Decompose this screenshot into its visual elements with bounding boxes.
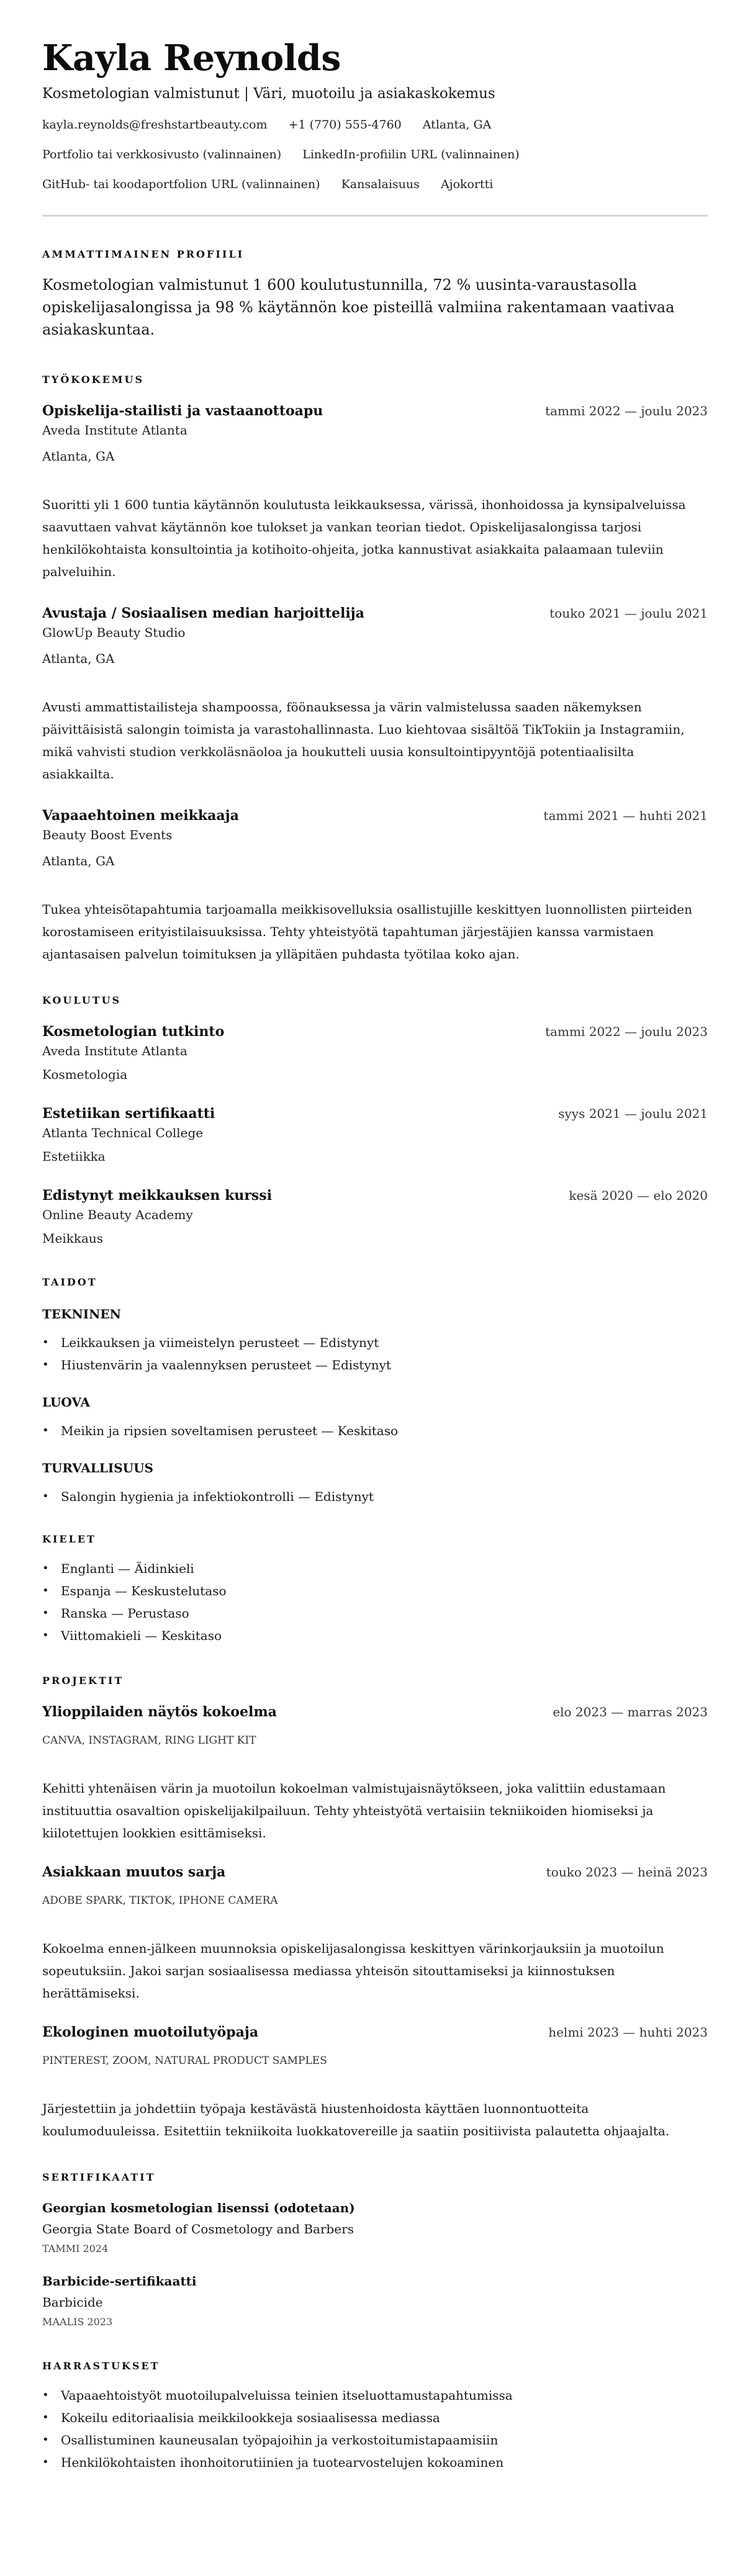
project-title: Asiakkaan muutos sarja	[42, 1864, 226, 1880]
contact-phone[interactable]: +1 (770) 555-4760	[288, 118, 402, 132]
school-name: Online Beauty Academy	[42, 1207, 193, 1222]
contact-location: Atlanta, GA	[422, 118, 492, 132]
project-dates: touko 2023 — heinä 2023	[546, 1865, 708, 1880]
section-title-languages: KIELET	[42, 1533, 96, 1545]
degree-dates: syys 2021 — joulu 2021	[558, 1106, 708, 1121]
section-title-certifications: SERTIFIKAATIT	[42, 2171, 156, 2183]
section-certifications	[42, 2171, 703, 2330]
skill-item: • Leikkauksen ja viimeistelyn perusteet — Edistynyt	[42, 1331, 703, 1354]
skill-group-safety: TURVALLISUUS	[42, 1461, 153, 1475]
hobby-item: • Henkilökohtaisten ihonhoitorutiinien ja tuotearvostelujen kokoaminen	[42, 2451, 703, 2474]
skill-item: • Salongin hygienia ja infektiokontrolli — Edistynyt	[42, 1485, 703, 1508]
project-entry	[42, 1863, 708, 2004]
contact-email[interactable]: kayla.reynolds@freshstartbeauty.com	[42, 118, 268, 132]
education-entry	[42, 1022, 708, 1083]
degree-dates: tammi 2022 — joulu 2023	[545, 1024, 708, 1039]
education-entry	[42, 1104, 708, 1165]
job-dates: tammi 2021 — huhti 2021	[543, 808, 708, 823]
degree-title: Edistynyt meikkauksen kurssi	[42, 1187, 273, 1204]
header-divider	[42, 215, 708, 217]
project-tools: PINTEREST, ZOOM, NATURAL PRODUCT SAMPLES	[42, 2055, 327, 2067]
certification-entry	[42, 2272, 703, 2330]
section-education	[42, 994, 708, 1247]
hobby-list	[42, 2384, 703, 2474]
contact-row-extra	[42, 176, 703, 192]
field-of-study: Estetiikka	[42, 1149, 106, 1164]
skill-item: • Hiustenvärin ja vaalennyksen perusteet — Edistynyt	[42, 1354, 703, 1376]
field-of-study: Meikkaus	[42, 1231, 104, 1246]
skill-list-technical	[42, 1331, 703, 1376]
project-title: Ylioppilaiden näytös kokoelma	[42, 1704, 277, 1720]
certification-title: Barbicide-sertifikaatti	[42, 2274, 197, 2289]
contact-portfolio[interactable]: Portfolio tai verkkosivusto (valinnainen)	[42, 148, 282, 161]
language-item: • Espanja — Keskustelutaso	[42, 1580, 703, 1602]
language-item: • Ranska — Perustaso	[42, 1602, 703, 1624]
section-hobbies	[42, 2359, 703, 2474]
section-title-skills: TAIDOT	[42, 1276, 97, 1288]
section-experience	[42, 373, 708, 965]
job-company: GlowUp Beauty Studio	[42, 625, 186, 640]
skill-list-creative	[42, 1420, 703, 1442]
job-location: Atlanta, GA	[42, 853, 115, 868]
profile-summary: Kosmetologian valmistunut 1 600 koulutustunnilla, 72 % uusinta-varaustasolla opiskelijasalongissa ja 98 % käytännön koe pisteillä valmiina rakentamaan vaativaa asiakaskuntaa.	[42, 276, 675, 338]
school-name: Aveda Institute Atlanta	[42, 1043, 187, 1058]
language-list	[42, 1557, 703, 1647]
contact-github[interactable]: GitHub- tai koodaportfolion URL (valinnainen)	[42, 178, 320, 191]
job-dates: tammi 2022 — joulu 2023	[545, 403, 708, 418]
project-tools: CANVA, INSTAGRAM, RING LIGHT KIT	[42, 1734, 256, 1747]
certification-date: TAMMI 2024	[42, 2243, 109, 2254]
job-company: Aveda Institute Atlanta	[42, 423, 187, 438]
field-of-study: Kosmetologia	[42, 1067, 128, 1082]
contact-drivers-license: Ajokortti	[440, 178, 494, 191]
contact-row-links	[42, 146, 703, 163]
section-title-education: KOULUTUS	[42, 994, 122, 1006]
candidate-headline: Kosmetologian valmistunut | Väri, muotoilu ja asiakaskokemus	[42, 86, 495, 102]
project-entry	[42, 2023, 708, 2142]
hobby-item: • Osallistuminen kauneusalan työpajoihin ja verkostoitumistapaamisiin	[42, 2429, 703, 2451]
certification-issuer: Barbicide	[42, 2295, 103, 2310]
candidate-name: Kayla Reynolds	[42, 37, 341, 79]
contact-row-primary	[42, 117, 703, 133]
skill-group-creative: LUOVA	[42, 1395, 90, 1410]
section-title-projects: PROJEKTIT	[42, 1675, 124, 1687]
section-title-hobbies: HARRASTUKSET	[42, 2360, 160, 2372]
job-location: Atlanta, GA	[42, 651, 115, 666]
degree-title: Kosmetologian tutkinto	[42, 1024, 225, 1040]
skill-item: • Meikin ja ripsien soveltamisen perusteet — Keskitaso	[42, 1420, 703, 1442]
section-title-profile: AMMATTIMAINEN PROFIILI	[42, 248, 245, 260]
job-title: Opiskelija-stailisti ja vastaanottoapu	[42, 403, 323, 419]
language-item: • Englanti — Äidinkieli	[42, 1557, 703, 1580]
section-title-experience: TYÖKOKEMUS	[42, 374, 144, 385]
project-title: Ekologinen muotoilutyöpaja	[42, 2024, 259, 2040]
section-languages	[42, 1533, 703, 1647]
contact-linkedin[interactable]: LinkedIn-profiilin URL (valinnainen)	[302, 148, 520, 161]
job-location: Atlanta, GA	[42, 449, 115, 464]
experience-entry	[42, 806, 708, 965]
language-item: • Viittomakieli — Keskitaso	[42, 1624, 703, 1647]
job-company: Beauty Boost Events	[42, 827, 173, 842]
certification-date: MAALIS 2023	[42, 2316, 113, 2328]
section-profile	[42, 248, 703, 341]
job-title: Vapaaehtoinen meikkaaja	[42, 808, 239, 824]
project-tools: ADOBE SPARK, TIKTOK, IPHONE CAMERA	[42, 1894, 278, 1907]
degree-title: Estetiikan sertifikaatti	[42, 1106, 215, 1122]
job-dates: touko 2021 — joulu 2021	[549, 606, 708, 621]
experience-entry	[42, 402, 708, 583]
project-dates: helmi 2023 — huhti 2023	[548, 2025, 708, 2040]
job-description: Tukea yhteisötapahtumia tarjoamalla meikkisovelluksia osallistujille keskittyen luonnollisten piirteiden korostamiseen erityistilaisuuksissa. Tehty yhteistyötä tapahtuman järjestäjien kanssa varmistaen ajantasaisen palvelun toimituksen ja ylläpitäen puhdasta työtilaa koko ajan.	[42, 902, 692, 961]
certification-issuer: Georgia State Board of Cosmetology and Barbers	[42, 2222, 354, 2236]
section-projects	[42, 1674, 708, 2142]
project-entry	[42, 1703, 708, 1844]
project-dates: elo 2023 — marras 2023	[553, 1705, 708, 1719]
hobby-item: • Vapaaehtoistyöt muotoilupalveluissa teinien itseluottamustapahtumissa	[42, 2384, 703, 2407]
resume-header	[42, 36, 703, 192]
school-name: Atlanta Technical College	[42, 1125, 204, 1140]
skill-list-safety	[42, 1485, 703, 1508]
hobby-item: • Kokeilu editoriaalisia meikkilookkeja sosiaalisessa mediassa	[42, 2407, 703, 2429]
certification-title: Georgian kosmetologian lisenssi (odotetaan)	[42, 2200, 355, 2215]
job-title: Avustaja / Sosiaalisen median harjoittelija	[42, 605, 364, 621]
degree-dates: kesä 2020 — elo 2020	[569, 1188, 708, 1203]
section-skills	[42, 1276, 703, 1508]
skill-group-technical: TEKNINEN	[42, 1307, 121, 1322]
experience-entry	[42, 604, 708, 785]
job-description: Avusti ammattistailisteja shampoossa, föönauksessa ja värin valmistelussa saaden näkemyksen päivittäisistä salongin toimista ja varastohallinnasta. Luo kiehtovaa sisältöä TikTokiin ja Instagramiin, mikä vahvisti studion verkkoläsnäoloa ja houkutteli uusia konsultointipyyntöjä potentiaalisilta asiakkailta.	[42, 700, 685, 781]
job-description: Suoritti yli 1 600 tuntia käytännön koulutusta leikkauksessa, värissä, ihonhoidossa ja kynsipalveluissa saavuttaen vahvat käytännön koe tulokset ja vankan teorian tiedot. Opiskelijasalongissa tarjosi henkilökohtaista konsultointia ja kotihoito-ohjeita, jotka kannustivat asiakkaita palaamaan tuleviin palveluihin.	[42, 497, 686, 579]
project-description: Kokoelma ennen-jälkeen muunnoksia opiskelijasalongissa keskittyen värinkorjauksiin ja muotoilun sopeutuksiin. Jakoi sarjan sosiaalisessa mediassa yhteisön sitouttamiseksi ja kiinnostuksen herättämiseksi.	[42, 1941, 664, 2001]
certification-entry	[42, 2199, 703, 2256]
project-description: Kehitti yhtenäisen värin ja muotoilun kokoelman valmistujaisnäytökseen, joka valittiin edustamaan instituuttia osavaltion opiskelijakilpailuun. Tehty yhteistyötä vertaisiin tekniikoiden hiomiseksi ja kiilotettujen lookkien esittämiseksi.	[42, 1781, 666, 1840]
education-entry	[42, 1186, 708, 1247]
contact-citizenship: Kansalaisuus	[341, 178, 420, 191]
project-description: Järjestettiin ja johdettiin työpaja kestävästä hiustenhoidosta käyttäen luonnontuotteita koulumoduuleissa. Esitettiin tekniikoita luokkatovereille ja saatiin positiivista palautetta ohjaajalta.	[42, 2101, 670, 2138]
